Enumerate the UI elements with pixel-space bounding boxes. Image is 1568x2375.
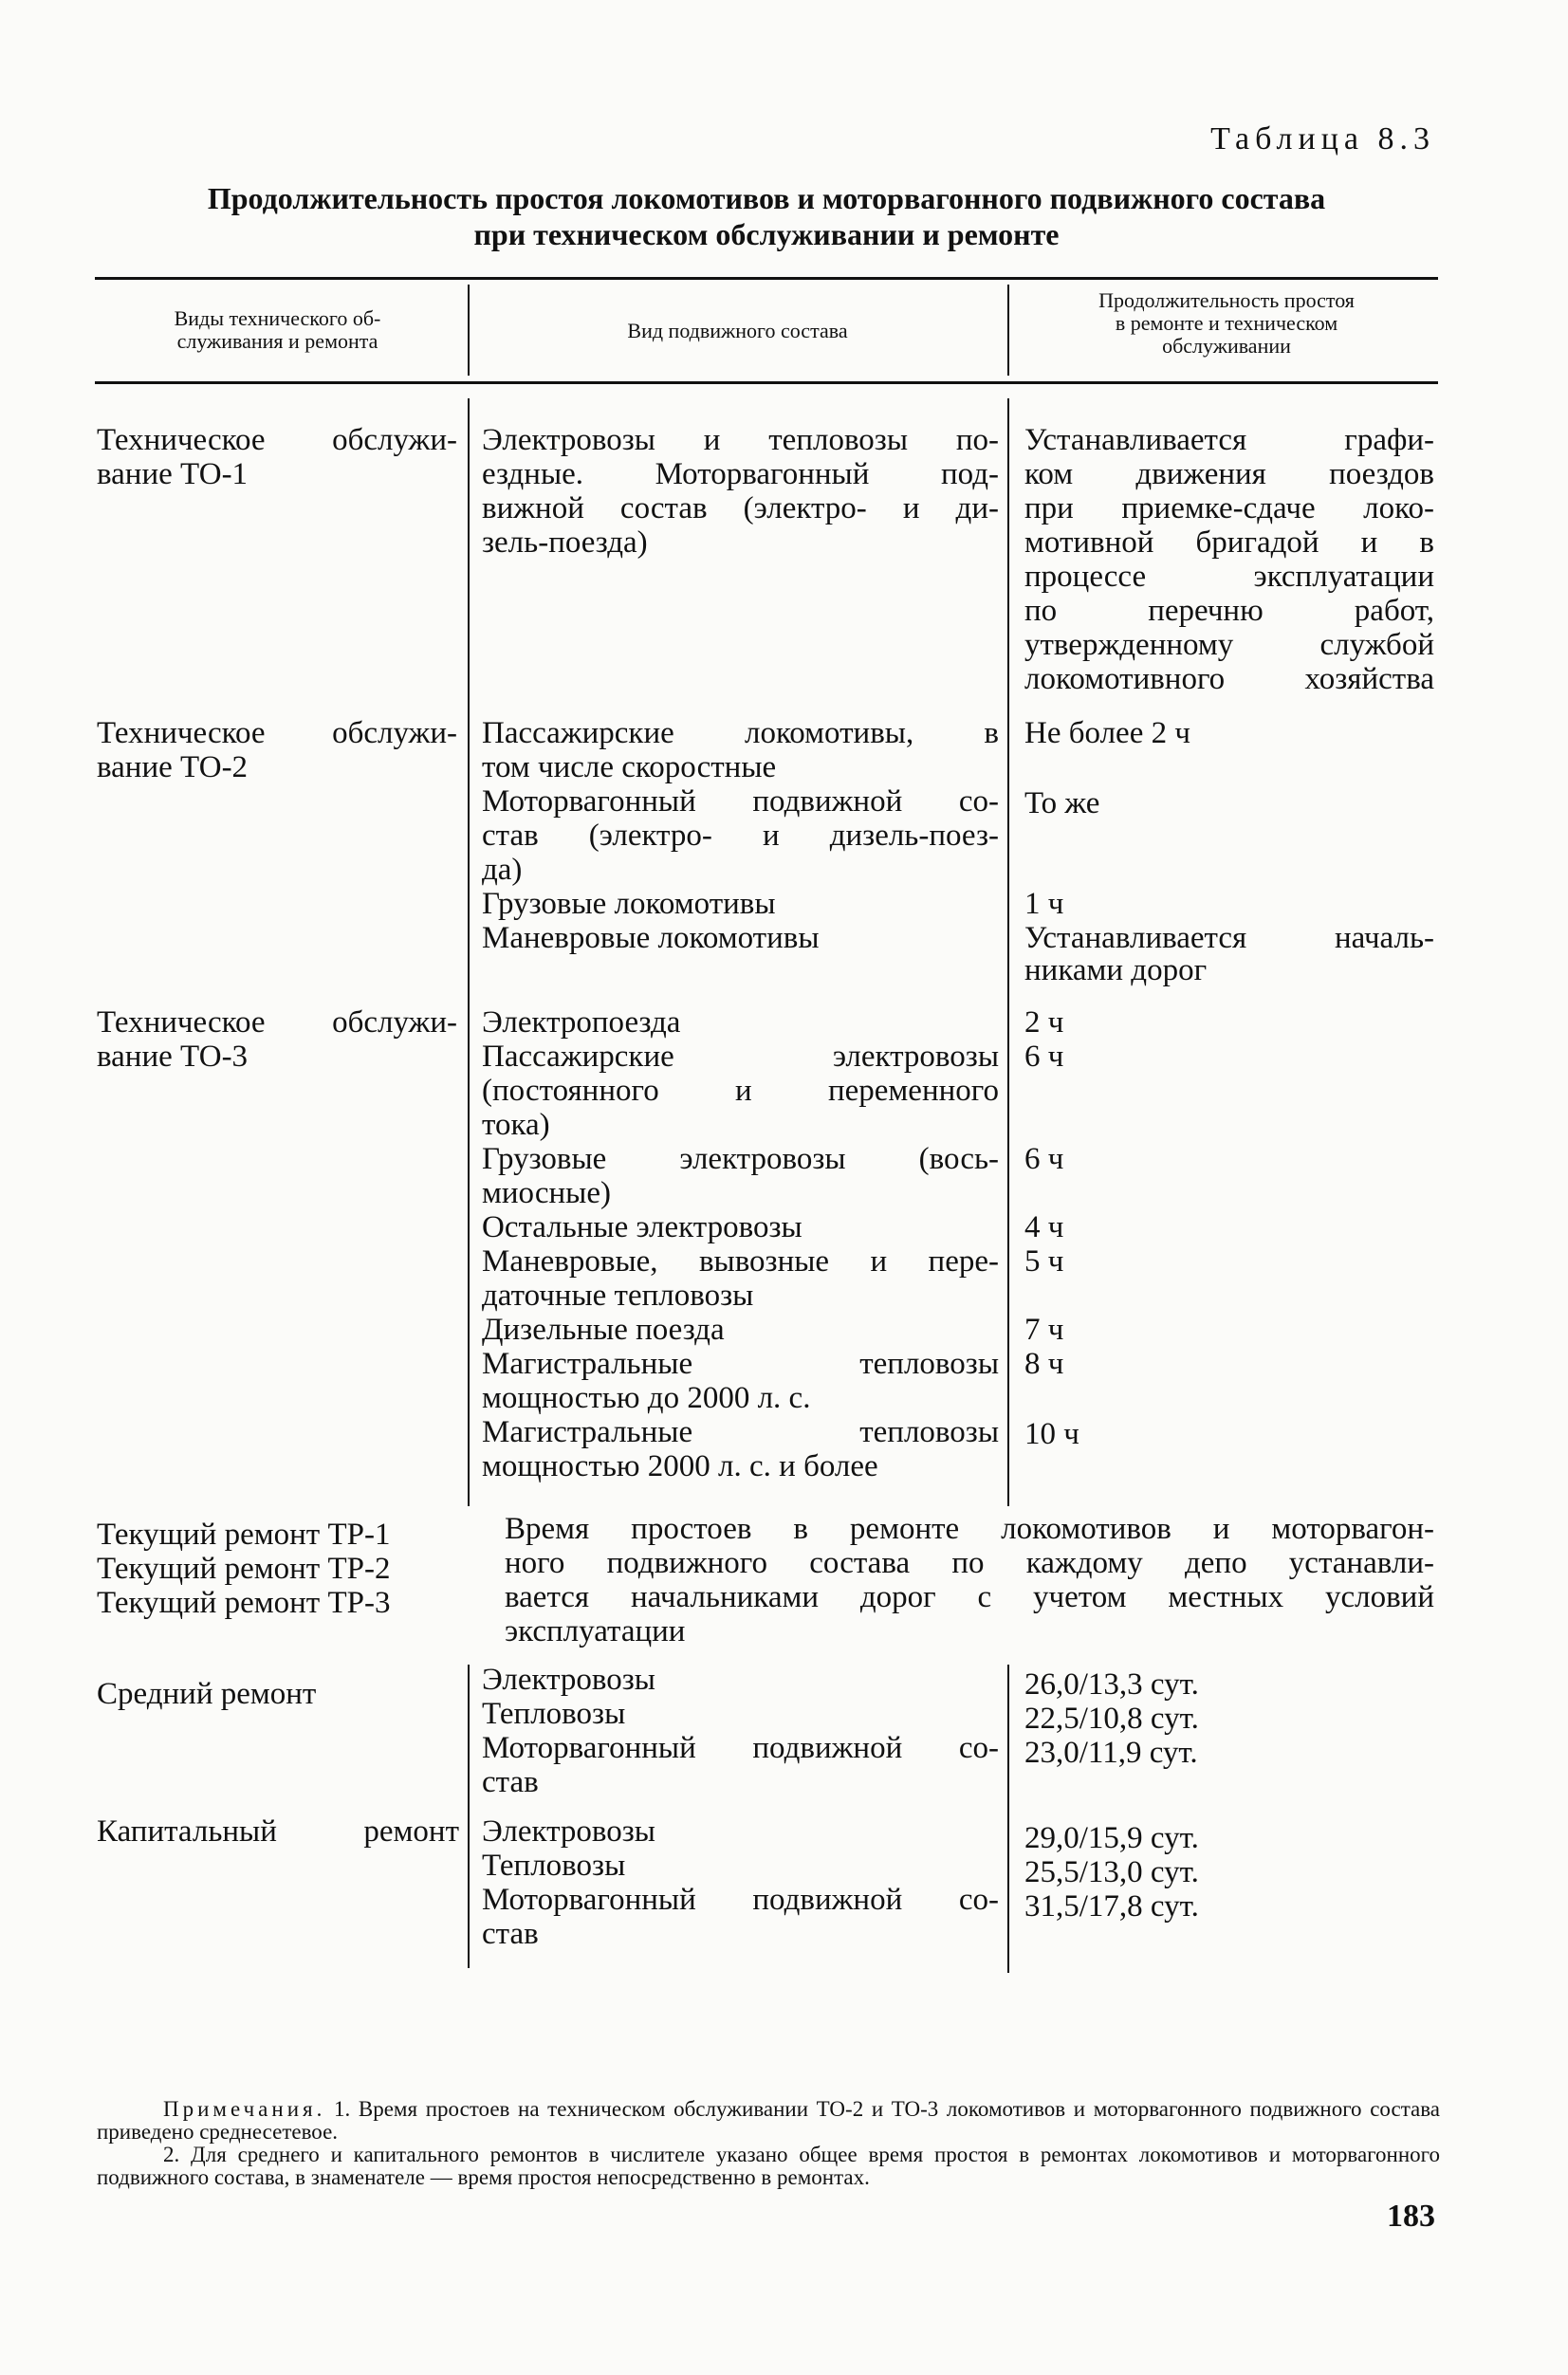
header-duration-line: обслуживании: [1162, 334, 1291, 358]
cell-line: процессе эксплуатации: [1024, 560, 1434, 594]
cell-line: Электровозы и тепловозы по-: [482, 423, 999, 457]
body-divider-1-top: [468, 398, 470, 1506]
cell-line: Грузовые локомотивы: [482, 887, 776, 921]
body-divider-2-top: [1007, 398, 1009, 1506]
cell-line: Устанавливается графи-: [1024, 423, 1434, 457]
cell-line: Моторвагонный подвижной со-: [482, 1883, 999, 1917]
header-divider-1: [468, 285, 470, 376]
header-repair-type-line: служивания и ремонта: [176, 329, 378, 353]
cell-line: Остальные электровозы: [482, 1210, 802, 1244]
cell-line: 5 ч: [1024, 1244, 1064, 1279]
note-1: [97, 2098, 1440, 2144]
cell-line: Тепловозы: [482, 1697, 626, 1731]
header-repair-type-line: Виды технического об-: [174, 306, 381, 330]
body-divider-1-bottom: [468, 1665, 470, 1968]
table-title-line-1: Продолжительность простоя локомотивов и моторвагонного подвижного состава: [207, 181, 1326, 215]
cell-line: Маневровые локомотивы: [482, 921, 820, 955]
cell-line: Время простоев в ремонте локомотивов и моторвагон-: [505, 1512, 1434, 1546]
cell-line: тока): [482, 1108, 550, 1142]
row-to3-stock: [482, 1005, 999, 1483]
row-to3-type: [97, 1005, 457, 1074]
cell-line: вание ТО-3: [97, 1040, 249, 1074]
cell-line: 26,0/13,3 сут.: [1024, 1667, 1199, 1702]
cell-line: Техническое обслужи-: [97, 423, 457, 457]
cell-line: Техническое обслужи-: [97, 1005, 457, 1040]
cell-line: локомотивного хозяйства: [1024, 662, 1434, 696]
row-to2-type: [97, 716, 457, 784]
page-number: 183: [1387, 2199, 1435, 2234]
cell-line: Пассажирские локомотивы, в: [482, 716, 999, 750]
notes-lead: Примечания.: [163, 2097, 326, 2121]
table-top-rule: [95, 277, 1438, 280]
cell-line: по перечню работ,: [1024, 594, 1434, 628]
cell-line: эксплуатации: [505, 1614, 686, 1648]
row-medium-duration: [1024, 1667, 1434, 1770]
cell-line: том числе скоростные: [482, 750, 777, 784]
cell-line: 6 ч: [1024, 1040, 1064, 1074]
row-capital-type: Капитальный ремонт: [97, 1814, 459, 1849]
cell-line: ком движения поездов: [1024, 457, 1434, 491]
cell-line: да): [482, 853, 523, 887]
cell-line: 2 ч: [1024, 1005, 1064, 1040]
cell-line: никами дорог: [1024, 953, 1208, 987]
cell-line: ездные. Моторвагонный под-: [482, 457, 999, 491]
cell-line: (постоянного и переменного: [482, 1074, 999, 1108]
row-medium-stock: [482, 1663, 999, 1799]
note-2: 2. Для среднего и капитального ремонтов в числителе указано общее время простоя в ремонтах локомотивов и моторвагонного подвижного состава, в знаменателе — время простоя непосредственно в ремонтах.: [97, 2143, 1440, 2189]
cell-line: Маневровые, вывозные и пере-: [482, 1244, 999, 1279]
cell-line: мощностью до 2000 л. с.: [482, 1381, 811, 1415]
cell-line: зель-поезда): [482, 525, 648, 560]
cell-line: ного подвижного состава по каждому депо устанавли-: [505, 1546, 1434, 1580]
table-notes: [97, 2098, 1440, 2189]
cell-line: став: [482, 1765, 539, 1799]
cell-line: То же: [1024, 786, 1100, 820]
header-duration-line: Продолжительность простоя: [1098, 288, 1355, 312]
row-capital-stock: [482, 1814, 999, 1951]
cell-line: став (электро- и дизель-поез-: [482, 819, 999, 853]
cell-line: миосные): [482, 1176, 611, 1210]
cell-line: Магистральные тепловозы: [482, 1415, 999, 1449]
cell-line: утвержденному службой: [1024, 628, 1434, 662]
cell-line: Устанавливается началь-: [1024, 921, 1434, 955]
cell-line: при приемке-сдаче локо-: [1024, 491, 1434, 525]
row-to1-duration: [1024, 423, 1434, 696]
cell-line: 23,0/11,9 сут.: [1024, 1736, 1198, 1770]
cell-line: став: [482, 1917, 539, 1951]
cell-line: вание ТО-2: [97, 750, 249, 784]
cell-line: Моторвагонный подвижной со-: [482, 1731, 999, 1765]
cell-line: Электровозы: [482, 1663, 655, 1697]
cell-line: мотивной бригадой и в: [1024, 525, 1434, 560]
cell-line: Грузовые электровозы (вось-: [482, 1142, 999, 1176]
table-number: Таблица 8.3: [1210, 121, 1435, 156]
header-duration: [1015, 289, 1438, 358]
header-bottom-rule: [95, 381, 1438, 384]
table-title-line-2: при техническом обслуживании и ремонте: [473, 217, 1060, 251]
note-1-text: 1. Время простоев на техническом обслуживании ТО-2 и ТО-3 локомотивов и моторвагонного подвижного состава приведено среднесетевое.: [97, 2097, 1440, 2144]
table-title: [95, 180, 1438, 252]
cell-line: Не более 2 ч: [1024, 716, 1190, 750]
cell-line: даточные тепловозы: [482, 1279, 754, 1313]
cell-line: 4 ч: [1024, 1210, 1064, 1244]
cell-line: Магистральные тепловозы: [482, 1347, 999, 1381]
row-tr-type: [97, 1518, 462, 1620]
row-tr-merged: [505, 1512, 1434, 1648]
cell-line: 29,0/15,9 сут.: [1024, 1821, 1199, 1855]
header-rolling-stock: Вид подвижного состава: [627, 319, 848, 342]
header-divider-2: [1007, 285, 1009, 376]
header-duration-line: в ремонте и техническом: [1115, 311, 1338, 335]
body-divider-2-bottom: [1007, 1665, 1009, 1973]
cell-line: Техническое обслужи-: [97, 716, 457, 750]
cell-line: 1 ч: [1024, 887, 1064, 921]
cell-line: вание ТО-1: [97, 457, 249, 491]
cell-line: 6 ч: [1024, 1142, 1064, 1176]
cell-line: 31,5/17,8 сут.: [1024, 1889, 1199, 1924]
cell-line: вижной состав (электро- и ди-: [482, 491, 999, 525]
cell-line: Моторвагонный подвижной со-: [482, 784, 999, 819]
cell-line: Электропоезда: [482, 1005, 681, 1040]
row-to1-stock: [482, 423, 999, 560]
header-repair-type: [95, 307, 460, 353]
row-to2-stock: [482, 716, 999, 955]
row-to1-type: [97, 423, 457, 491]
cell-line: Электровозы: [482, 1814, 655, 1849]
cell-line: 25,5/13,0 сут.: [1024, 1855, 1199, 1889]
cell-line: Текущий ремонт ТР-1: [97, 1518, 391, 1552]
cell-line: Тепловозы: [482, 1849, 626, 1883]
cell-line: 10 ч: [1024, 1417, 1079, 1451]
row-medium-type: Средний ремонт: [97, 1677, 317, 1711]
cell-line: Текущий ремонт ТР-3: [97, 1586, 391, 1620]
cell-line: мощностью 2000 л. с. и более: [482, 1449, 878, 1483]
cell-line: Текущий ремонт ТР-2: [97, 1552, 391, 1586]
cell-line: Дизельные поезда: [482, 1313, 725, 1347]
cell-line: вается начальниками дорог с учетом местных условий: [505, 1580, 1434, 1614]
cell-line: 7 ч: [1024, 1313, 1064, 1347]
cell-line: 22,5/10,8 сут.: [1024, 1702, 1199, 1736]
cell-line: 8 ч: [1024, 1347, 1064, 1381]
row-capital-duration: [1024, 1821, 1434, 1924]
cell-line: Пассажирские электровозы: [482, 1040, 999, 1074]
